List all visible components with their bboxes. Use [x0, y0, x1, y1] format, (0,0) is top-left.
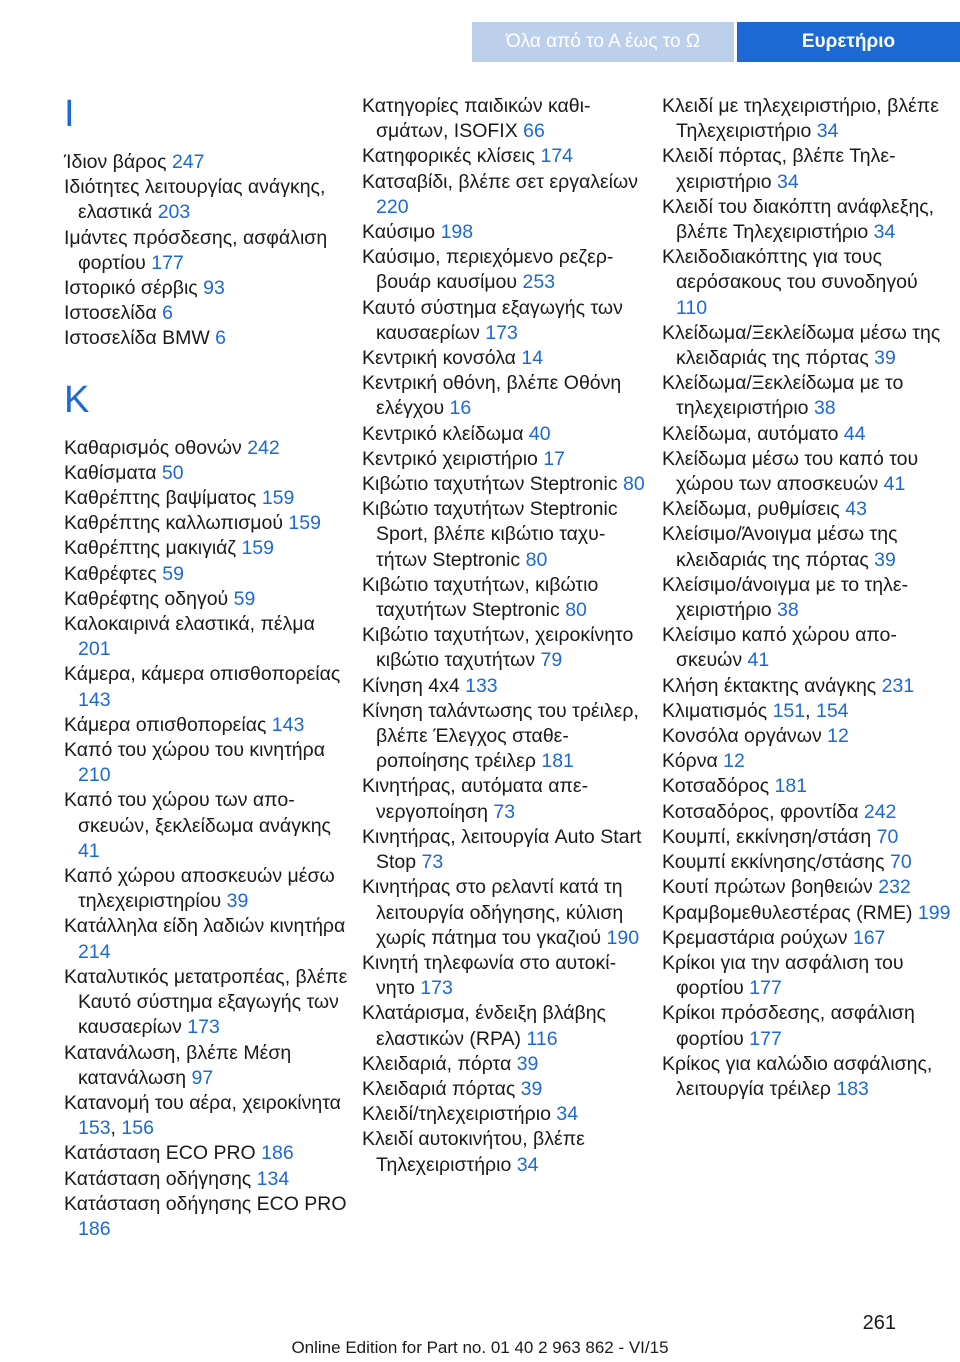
index-entry-term: Κουμπί εκκίνησης/στάσης [662, 851, 890, 874]
index-page-link[interactable]: 154 [815, 699, 849, 722]
index-entry-term: Κρίκοι για την ασφάλιση του φορτίου [662, 951, 904, 1000]
index-page-link[interactable]: 151 [772, 699, 806, 722]
index-entry-term: Κραμβομεθυλεστέρας (RME) [662, 901, 918, 924]
index-page-link[interactable]: 6 [215, 327, 227, 350]
index-entry [64, 864, 349, 914]
index-page-link[interactable]: 220 [376, 195, 409, 218]
index-page-link[interactable]: 242 [863, 800, 897, 823]
index-entry [662, 522, 952, 572]
index-entry [362, 170, 647, 220]
index-page-link[interactable]: 12 [827, 725, 849, 748]
index-page-link[interactable]: 79 [540, 649, 563, 672]
index-entry [362, 774, 647, 824]
index-entry [362, 447, 647, 472]
index-page-link[interactable]: 159 [261, 487, 295, 510]
index-page-link[interactable]: 80 [525, 548, 548, 571]
index-entry-term: Καπό του χώρου του κινητήρα [64, 739, 326, 762]
section-tab[interactable]: Όλα από το Α έως το Ω [472, 22, 734, 62]
index-entry-term: Κλειδαριά, πόρτα [362, 1052, 517, 1075]
index-entry [662, 321, 952, 371]
index-entry [64, 738, 349, 788]
index-entry-term: Κλειδοδιακόπτης για τους αερόσακους του συνοδηγού [662, 246, 918, 294]
index-page-link[interactable]: 41 [883, 473, 906, 496]
index-page-link[interactable]: 190 [606, 926, 640, 949]
index-entry-term: Κλείδωμα, αυτόματο [662, 422, 844, 445]
index-entry-term: Κλιματισμός [662, 699, 773, 722]
index-page-link[interactable]: 159 [241, 537, 274, 560]
index-entry [64, 536, 349, 561]
index-entry: Κατανομή του αέρα, χειροκίνητα 153, 156 [64, 1091, 341, 1140]
index-page-link[interactable]: 43 [845, 498, 867, 521]
index-entry-term: Κλειδί/τηλεχειριστήριο [362, 1103, 557, 1126]
index-page-link[interactable]: 34 [516, 1153, 539, 1176]
index-entry [64, 662, 349, 712]
index-entry [362, 371, 647, 421]
index-entry [362, 220, 647, 245]
index-page-link[interactable]: 73 [421, 851, 444, 874]
index-page-link[interactable]: 181 [541, 750, 574, 773]
index-page-link[interactable]: 39 [226, 890, 249, 913]
index-page-link[interactable]: 70 [889, 851, 912, 874]
index-entry-term: Καθρέφτης οδηγού [64, 587, 234, 610]
index-entry-term: Κίνηση 4x4 [362, 674, 466, 697]
index-entry [362, 875, 647, 951]
index-entry-term: Κλείδωμα/Ξεκλείδωμα με το τηλεχειριστήριο [662, 372, 904, 420]
index-entry [662, 850, 952, 875]
index-page-link[interactable]: 167 [852, 926, 886, 949]
index-entry-term: Κλειδί πόρτας, βλέπε Τηλεχειριστήριο [662, 145, 896, 193]
index-entry [362, 497, 647, 573]
index-entry [662, 901, 952, 926]
index-entry-term: Κεντρική οθόνη, βλέπε Οθόνη ελέγχου [362, 372, 622, 420]
index-page-link[interactable]: 134 [256, 1167, 290, 1190]
index-entry-term: Κλείδωμα μέσω του καπό του χώρου των αποσκευών [662, 447, 919, 496]
index-entry-term: Καθρέπτης βαψίματος [64, 487, 262, 510]
index-entry-term: Κινητήρας στο ρελαντί κατά τη λειτουργία οδήγησης, κύλιση χωρίς πάτημα του γκαζιού [362, 876, 624, 949]
index-page-link[interactable]: 40 [528, 422, 551, 445]
index-entry [362, 1001, 647, 1051]
index-page-link[interactable]: 173 [485, 321, 518, 344]
index-entry [64, 914, 349, 964]
index-page-link[interactable]: 214 [78, 940, 111, 963]
index-entry [362, 1077, 647, 1102]
index-entry-term: Κοτσαδόρος, φροντίδα [662, 800, 864, 823]
index-entry-term: Κλειδί με τηλεχειριστήριο, βλέπε Τηλεχειριστήριο [662, 95, 939, 143]
index-page-link[interactable]: 201 [78, 638, 111, 661]
index-page-link[interactable]: 177 [151, 251, 184, 274]
index-entry [662, 245, 952, 321]
index-entry [662, 447, 952, 497]
index-entry-term: Κουμπί, εκκίνηση/στάση [662, 825, 877, 848]
index-page-link[interactable]: 173 [420, 977, 453, 1000]
index-entry: Κλιματισμός 151, 154 [662, 699, 849, 722]
index-entry-term: Καύσιμο, περιεχόμενο ρεζερβουάρ καυσίμου [362, 246, 614, 294]
index-entry-term: Καθαρισμός οθονών [64, 436, 248, 459]
index-entry [64, 788, 349, 864]
index-letter-heading: Ι [64, 93, 75, 135]
index-letter-heading: Κ [64, 378, 90, 421]
index-page-link[interactable]: 80 [622, 473, 645, 496]
index-entry [362, 472, 647, 497]
index-page-link[interactable]: 38 [813, 397, 836, 420]
index-column-2 [362, 94, 647, 1178]
index-entry-term: Ίδιον βάρος [64, 151, 172, 173]
index-entry [662, 94, 952, 144]
index-entry-term: Καθίσματα [64, 461, 162, 484]
index-entry [662, 497, 952, 522]
index-page-link[interactable]: 93 [203, 277, 225, 300]
index-entry-term: Κοτσαδόρος [662, 775, 775, 798]
index-entry-term: Κιβώτιο ταχυτήτων Steptronic Sport, βλέπε κιβώτιο ταχυτήτων Steptronic [362, 498, 618, 571]
index-page-link[interactable]: 253 [522, 271, 556, 294]
index-page-link[interactable]: 183 [836, 1077, 869, 1100]
index-entry [64, 511, 349, 536]
index-entry [662, 1052, 952, 1102]
index-page-link[interactable]: 59 [233, 587, 256, 610]
index-entry-term: Κόρνα [662, 750, 724, 773]
index-entry-term: Κατάσταση οδήγησης ECO PRO [64, 1192, 347, 1215]
index-entry [662, 724, 952, 749]
index-entry [362, 951, 647, 1001]
index-entry [64, 1141, 349, 1166]
index-entry [362, 296, 647, 346]
index-entry-term: Ιστοσελίδα [64, 302, 163, 325]
index-page-link[interactable]: 38 [776, 599, 799, 622]
index-page-link[interactable]: 44 [843, 422, 866, 445]
index-entry-term: Καθρέφτες [64, 562, 163, 585]
index-entry-term: Κινητή τηλεφωνία στο αυτοκίνητο [362, 951, 617, 1000]
index-page-link[interactable]: 41 [747, 649, 770, 672]
index-entry [662, 951, 952, 1001]
index-page-link[interactable]: 66 [523, 120, 545, 143]
index-page-link[interactable]: 181 [774, 775, 808, 798]
index-entry [362, 674, 647, 699]
index-page-link[interactable]: 17 [543, 447, 566, 470]
index-entry-term: Κεντρικό κλείδωμα [362, 422, 529, 445]
index-entry-term: Κεντρική κονσόλα [362, 347, 522, 370]
index-entry-term: Κονσόλα οργάνων [662, 725, 828, 748]
index-page-link[interactable]: 50 [161, 461, 184, 484]
index-entry [662, 875, 952, 900]
index-entry-term: Καπό χώρου αποσκευών μέσω τηλεχειριστηρίου [64, 865, 335, 913]
index-entry [362, 699, 647, 775]
index-entry [362, 346, 647, 371]
index-entry-term: Ιστοσελίδα BMW [64, 327, 216, 350]
index-page-link[interactable]: 173 [187, 1016, 220, 1039]
index-entry-term: Κλήση έκτακτης ανάγκης [662, 674, 882, 697]
index-entry-term: Κατανάλωση, βλέπε Μέση κατανάλωση [64, 1041, 292, 1089]
index-entry-term: Κλείδωμα/Ξεκλείδωμα μέσω της κλειδαριάς της πόρτας [662, 321, 941, 370]
index-page-link[interactable]: 232 [878, 876, 911, 899]
index-entry-term: Κατηγορίες παιδικών καθισμάτων, ISOFIX [362, 95, 591, 143]
index-page-link[interactable]: 6 [162, 302, 173, 325]
index-entry [362, 623, 647, 673]
index-entry-term: Κλείσιμο καπό χώρου αποσκευών [662, 624, 897, 672]
index-entry [64, 175, 349, 225]
index-entry [362, 1052, 647, 1077]
index-page-link[interactable]: 39 [874, 347, 896, 370]
index-entry-term: Ιστορικό σέρβις [64, 277, 204, 300]
index-entry [64, 150, 349, 175]
index-entry [64, 562, 349, 587]
index-entry [662, 144, 952, 194]
index-entry-term: Ιδιότητες λειτουργίας ανάγκης, ελαστικά [64, 176, 326, 224]
index-entry-term: Κλείδωμα, ρυθμίσεις [662, 498, 846, 521]
index-entry [362, 825, 647, 875]
index-entry-term: Ιμάντες πρόσδεσης, ασφάλιση φορτίου [64, 226, 328, 274]
index-page-link[interactable]: 242 [247, 436, 280, 459]
index-page-link[interactable]: 116 [526, 1027, 558, 1050]
index-entry-term: Καθρέπτης μακιγιάζ [64, 537, 242, 560]
index-page-link[interactable]: 73 [493, 800, 516, 823]
index-entry-term: Κιβώτιο ταχυτήτων, χειροκίνητο κιβώτιο ταχυτήτων [362, 624, 634, 672]
index-entry-term: Κλείσιμο/Άνοιγμα μέσω της κλειδαριάς της πόρτας [662, 523, 898, 571]
index-page-link[interactable]: 41 [78, 839, 100, 862]
index-page-link[interactable]: 133 [465, 674, 498, 697]
page-header [0, 0, 960, 62]
index-entry-term: Κουτί πρώτων βοηθειών [662, 876, 879, 899]
index-entry [362, 1127, 647, 1177]
index-entry-term: Κιβώτιο ταχυτήτων, κιβώτιο ταχυτήτων Steptronic [362, 573, 599, 622]
footer-text: Online Edition for Part no. 01 40 2 963 862 - VI/15 [291, 1338, 669, 1357]
index-entry [64, 326, 349, 351]
index-page-link[interactable]: 34 [776, 170, 799, 193]
index-entry [362, 573, 647, 623]
index-entry-term: Κλειδί αυτοκινήτου, βλέπε Τηλεχειριστήριο [362, 1128, 585, 1176]
index-entry [64, 1041, 349, 1091]
index-entry [662, 774, 952, 799]
index-entry-term: Κιβώτιο ταχυτήτων Steptronic [362, 473, 623, 496]
index-entry [662, 1001, 952, 1051]
index-page-link[interactable]: 177 [749, 1027, 782, 1050]
index-page-link[interactable]: 97 [191, 1066, 214, 1089]
index-page-link[interactable]: 177 [749, 977, 782, 1000]
index-entry [662, 749, 952, 774]
index-entry [662, 623, 952, 673]
index-entry [662, 371, 952, 421]
index-entry [362, 94, 647, 144]
index-entry-term: Κρίκος για καλώδιο ασφάλισης, λειτουργία τρέιλερ [662, 1052, 933, 1100]
index-page-link[interactable]: 70 [876, 825, 899, 848]
index-entry-term: Κινητήρας, αυτόματα απενεργοποίηση [362, 775, 589, 823]
index-entry-term: Καταλυτικός μετατροπέας, βλέπε Καυτό σύστημα εξαγωγής των καυσαερίων [64, 965, 348, 1039]
index-entry [662, 674, 952, 699]
index-entry [662, 926, 952, 951]
index-entry [64, 486, 349, 511]
index-page-link[interactable]: 159 [288, 512, 321, 535]
index-entry [662, 195, 952, 245]
index-entry [64, 965, 349, 1041]
index-entry-term: Κατανομή του αέρα, χειροκίνητα [64, 1091, 341, 1114]
index-page-link[interactable]: 34 [556, 1103, 579, 1126]
index-entry-term: Κλατάρισμα, ένδειξη βλάβης ελαστικών (RPA) [362, 1002, 606, 1050]
index-page-link[interactable]: 59 [162, 562, 184, 585]
index-page-link[interactable]: 39 [516, 1052, 539, 1075]
index-page-link[interactable]: 186 [261, 1142, 294, 1165]
index-entry [64, 587, 349, 612]
index-column-1 [64, 94, 349, 1242]
index-entry-term: Κινητήρας, λειτουργία Auto Start Stop [362, 825, 642, 874]
index-entry [64, 1192, 349, 1242]
index-page-link[interactable]: 16 [449, 397, 472, 420]
index-entry [662, 825, 952, 850]
index-page-link[interactable]: 186 [78, 1217, 111, 1240]
index-page-link[interactable]: 153 [78, 1117, 111, 1140]
index-entry-term: Κατάσταση ECO PRO [64, 1142, 262, 1165]
index-page-link[interactable]: 210 [78, 764, 111, 787]
index-page-link[interactable]: 34 [873, 221, 896, 244]
index-page-link[interactable]: 231 [881, 674, 915, 697]
index-entry-term: Καυτό σύστημα εξαγωγής των καυσαερίων [362, 296, 623, 344]
index-page-link[interactable]: 198 [440, 221, 474, 244]
index-entry-term: Κάμερα, κάμερα οπισθοπορείας [64, 663, 341, 686]
index-entry [64, 461, 349, 486]
index-page-link[interactable]: 174 [540, 145, 574, 168]
index-entry [662, 573, 952, 623]
index-tab[interactable]: Ευρετήριο [737, 22, 960, 62]
index-entry-term: Καλοκαιρινά ελαστικά, πέλμα [64, 613, 315, 636]
index-entry [64, 612, 349, 662]
index-entry-term: Κρεμαστάρια ρούχων [662, 926, 853, 949]
index-entry [64, 301, 349, 326]
index-entry [64, 226, 349, 276]
index-entry-term: Κάμερα οπισθοπορείας [64, 713, 272, 736]
index-page-link[interactable]: 143 [78, 688, 111, 711]
index-entry-term: Κατηφορικές κλίσεις [362, 145, 541, 168]
index-page-link[interactable]: 156 [121, 1117, 154, 1140]
index-page-link[interactable]: 34 [816, 120, 839, 143]
index-page-link[interactable]: 143 [271, 713, 305, 736]
index-entry [64, 436, 349, 461]
index-entry [64, 1167, 349, 1192]
index-entry [362, 422, 647, 447]
index-entry [64, 276, 349, 301]
index-entry-term: Καύσιμο [362, 221, 441, 244]
index-entry-term: Κατάλληλα είδη λαδιών κινητήρα [64, 915, 346, 938]
index-entry [64, 713, 349, 738]
index-entry [662, 800, 952, 825]
index-page-link[interactable]: 12 [723, 750, 745, 773]
index-page-link[interactable]: 14 [521, 347, 544, 370]
index-entry-term: Καπό του χώρου των αποσκευών, ξεκλείδωμα ανάγκης [64, 789, 331, 837]
index-entry-term: Κλειδαριά πόρτας [362, 1077, 521, 1100]
index-page-link[interactable]: 247 [171, 151, 205, 173]
index-entry-term: Κρίκοι πρόσδεσης, ασφάλιση φορτίου [662, 1002, 915, 1050]
index-entry-term: Κλείσιμο/άνοιγμα με το τηλεχειριστήριο [662, 573, 909, 622]
page-number: 261 [862, 1312, 896, 1334]
index-page-link[interactable]: 80 [565, 599, 587, 622]
index-column-3 [662, 94, 952, 1102]
index-entry-term: Κατάσταση οδήγησης [64, 1167, 257, 1190]
index-page-link[interactable]: 110 [676, 296, 708, 319]
index-entry-term: Κίνηση ταλάντωσης του τρέιλερ, βλέπε Έλεγχος σταθεροποίησης τρέιλερ [362, 699, 639, 773]
index-entry-term: Κλειδί του διακόπτη ανάφλεξης, βλέπε Τηλεχειριστήριο [662, 195, 935, 244]
index-entry [362, 144, 647, 169]
index-page-link[interactable]: 199 [917, 901, 951, 924]
index-page-link[interactable]: 39 [520, 1077, 543, 1100]
index-entry-term: Κατσαβίδι, βλέπε σετ εργαλείων [362, 170, 638, 193]
index-entry [362, 1102, 647, 1127]
index-page-link[interactable]: 39 [874, 548, 896, 571]
index-page-link[interactable]: 203 [157, 201, 191, 224]
index-entry-term: Καθρέπτης καλλωπισμού [64, 512, 289, 535]
index-entry [362, 245, 647, 295]
index-entry [662, 422, 952, 447]
index-entry-term: Κεντρικό χειριστήριο [362, 447, 544, 470]
